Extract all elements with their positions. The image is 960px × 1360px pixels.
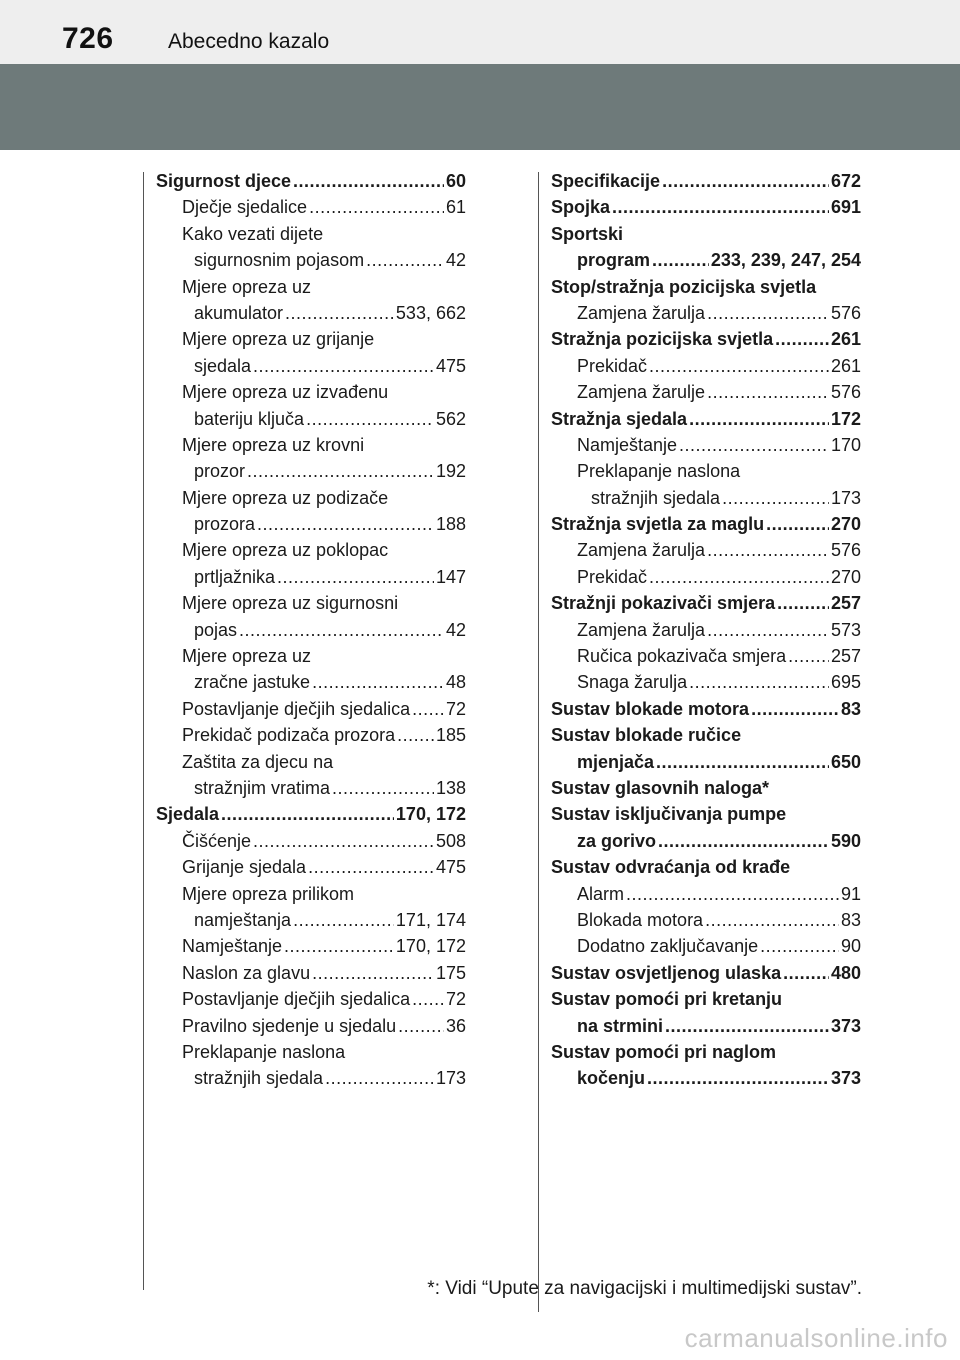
index-page-ref: 475 [435,355,466,376]
index-page-ref: 192 [435,461,466,482]
dot-leader [652,247,709,273]
index-term: Dodatno zaključavanje [577,936,759,957]
dot-leader [766,511,829,537]
index-term: stražnjih sjedala [591,487,721,508]
dot-leader [707,617,829,643]
index-entry [156,432,466,458]
dot-leader [332,775,434,801]
index-page-ref: 475 [435,857,466,878]
index-term: Prekidač podizača prozora [182,725,396,746]
dot-leader [656,749,829,775]
index-entry [156,537,466,563]
dot-leader [665,1013,829,1039]
dot-leader [247,458,434,484]
index-page-ref: 42 [445,250,466,271]
dot-leader [777,590,829,616]
index-term: bateriju ključa [194,408,305,429]
dot-leader [658,828,829,854]
index-term: Blokada motora [577,909,704,930]
dot-leader [312,669,444,695]
index-entry [156,696,466,722]
dot-leader [626,881,839,907]
index-page-ref: 373 [830,1068,861,1089]
index-page-ref: 90 [840,936,861,957]
dot-leader [277,564,434,590]
index-entry [156,986,466,1012]
index-entry [551,775,861,801]
index-entry [156,564,466,590]
index-term: Zamjena žarulja [577,619,706,640]
index-entry [156,801,466,827]
index-term: Postavljanje dječjih sjedalica [182,698,411,719]
index-entry [551,353,861,379]
index-term: program [577,250,651,271]
index-entry [551,194,861,220]
index-term: Sustav odvraćanja od krađe [551,857,791,878]
index-entry [156,458,466,484]
footnote: *: Vidi “Upute za navigacijski i multimedijski sustav”. [427,1278,862,1299]
index-entry [551,669,861,695]
dot-leader [705,907,839,933]
index-entry [551,406,861,432]
index-entry [156,722,466,748]
index-entry [156,511,466,537]
index-term: Sustav pomoći pri kretanju [551,989,783,1010]
dot-leader [707,379,829,405]
index-column-left [156,168,466,1092]
index-entry [551,590,861,616]
dot-leader [257,511,434,537]
header-band [0,64,960,150]
dot-leader [662,168,829,194]
index-page-ref: 48 [445,672,466,693]
index-page-ref: 188 [435,514,466,535]
index-term: Kako vezati dijete [182,223,324,244]
index-entry [156,221,466,247]
dot-leader [412,986,444,1012]
index-entry [156,960,466,986]
dot-leader [239,617,444,643]
index-term: za gorivo [577,830,657,851]
index-entry [551,379,861,405]
index-entry [551,168,861,194]
index-term: prozor [194,461,246,482]
dot-leader [309,194,444,220]
index-term: akumulator [194,302,284,323]
index-term: Zamjena žarulja [577,302,706,323]
index-page-ref: 261 [830,355,861,376]
index-entry [156,669,466,695]
index-term: Mjere opreza uz [182,646,312,667]
index-term: Sustav blokade motora [551,698,750,719]
index-entry [156,274,466,300]
index-term: Stražnja svjetla za maglu [551,514,765,535]
index-page-ref: 576 [830,540,861,561]
index-page-ref: 233, 239, 247, 254 [710,250,861,271]
index-page-ref: 562 [435,408,466,429]
index-entry [551,274,861,300]
index-page-ref: 42 [445,619,466,640]
dot-leader [221,801,394,827]
index-page-ref: 61 [445,197,466,218]
index-term: Stražnji pokazivači smjera [551,593,776,614]
index-term: Pravilno sjedenje u sjedalu [182,1015,397,1036]
index-page-ref: 590 [830,830,861,851]
dot-leader [253,828,434,854]
index-page-ref: 170, 172 [395,936,466,957]
index-entry [551,933,861,959]
index-term: Alarm [577,883,625,904]
index-term: Prekidač [577,566,648,587]
index-entry [551,696,861,722]
index-page-ref: 270 [830,514,861,535]
index-column-right [551,168,861,1092]
dot-leader [649,353,829,379]
dot-leader [760,933,839,959]
index-entry [156,617,466,643]
index-page-ref: 83 [840,909,861,930]
index-term: sjedala [194,355,252,376]
index-page-ref: 175 [435,962,466,983]
index-entry [551,617,861,643]
index-entry [156,1065,466,1091]
index-term: Mjere opreza uz izvađenu [182,382,389,403]
index-term: Sustav osvjetljenog ulaska [551,962,782,983]
index-page-ref: 147 [435,566,466,587]
index-term: Ručica pokazivača smjera [577,646,787,667]
index-entry [156,749,466,775]
index-entry [551,749,861,775]
index-entry [156,907,466,933]
dot-leader [679,432,829,458]
dot-leader [783,960,829,986]
watermark: carmanualsonline.info [684,1323,948,1353]
dot-leader [412,696,444,722]
dot-leader [312,960,434,986]
index-page-ref: 576 [830,302,861,323]
dot-leader [285,300,394,326]
index-entry [156,379,466,405]
index-entry [156,300,466,326]
page-number: 726 [62,22,114,55]
index-page-ref: 576 [830,382,861,403]
index-entry [156,643,466,669]
dot-leader [253,353,434,379]
index-page-ref: 533, 662 [395,302,466,323]
index-term: Sustav pomoći pri naglom [551,1041,777,1062]
index-entry [156,1013,466,1039]
index-page-ref: 270 [830,566,861,587]
index-entry [551,828,861,854]
index-page-ref: 171, 174 [395,909,466,930]
dot-leader [649,564,829,590]
header-bar [0,0,960,64]
index-page-ref: 72 [445,989,466,1010]
dot-leader [689,669,829,695]
index-term: Sustav glasovnih naloga* [551,777,770,798]
index-entry [551,247,861,273]
index-term: mjenjača [577,751,655,772]
index-term: Stražnja pozicijska svjetla [551,329,774,350]
index-page-ref: 573 [830,619,861,640]
index-term: Sportski [551,223,624,244]
index-entry [551,1013,861,1039]
index-entry [551,326,861,352]
index-entry [551,1039,861,1065]
index-term: Sigurnost djece [156,171,292,191]
index-page-ref: 172 [830,408,861,429]
index-term: Prekidač [577,355,648,376]
index-entry [551,881,861,907]
index-page-ref: 185 [435,725,466,746]
dot-leader [751,696,839,722]
dot-leader [612,194,829,220]
dot-leader [397,722,434,748]
index-term: prtljažnika [194,566,276,587]
dot-leader [647,1065,829,1091]
index-entry [156,353,466,379]
index-term: Sjedala [156,804,220,825]
dot-leader [293,907,394,933]
dot-leader [707,300,829,326]
index-page-ref: 36 [445,1015,466,1036]
index-entry [551,643,861,669]
dot-leader [775,326,829,352]
left-column-rule [143,172,144,1290]
index-term: Mjere opreza uz [182,276,312,297]
index-term: sigurnosnim pojasom [194,250,365,271]
index-entry [551,300,861,326]
index-entry [156,1039,466,1065]
index-entry [156,485,466,511]
index-term: Mjere opreza uz krovni [182,434,365,455]
index-term: Postavljanje dječjih sjedalica [182,989,411,1010]
index-term: na strmini [577,1015,664,1036]
index-entry [551,1065,861,1091]
index-entry [551,432,861,458]
index-page-ref: 257 [830,646,861,667]
index-term: Mjere opreza uz grijanje [182,329,375,350]
index-entry [551,960,861,986]
index-page-ref: 508 [435,830,466,851]
dot-leader [293,168,444,194]
index-term: Grijanje sjedala [182,857,307,878]
index-term: Sustav blokade ručice [551,725,742,746]
dot-leader [707,537,829,563]
index-term: kočenju [577,1068,646,1089]
index-term: Zamjena žarulja [577,540,706,561]
index-term: Preklapanje naslona [577,461,741,482]
index-term: Namještanje [182,936,283,957]
index-term: namještanja [194,909,292,930]
index-page-ref: 170, 172 [395,804,466,825]
index-term: Snaga žarulja [577,672,688,693]
index-term: stražnjih sjedala [194,1068,324,1089]
index-page-ref: 373 [830,1015,861,1036]
dot-leader [366,247,444,273]
dot-leader [284,933,394,959]
index-entry [551,986,861,1012]
index-term: zračne jastuke [194,672,311,693]
index-page-ref: 170 [830,434,861,455]
index-entry [551,907,861,933]
index-term: Naslon za glavu [182,962,311,983]
index-term: Zaštita za djecu na [182,751,334,772]
index-term: Specifikacije [551,171,661,191]
index-page-ref: 138 [435,777,466,798]
index-term: Čišćenje [182,830,252,851]
index-page-ref: 650 [830,751,861,772]
index-page-ref: 83 [840,698,861,719]
index-page-ref: 91 [840,883,861,904]
index-page-ref: 695 [830,672,861,693]
page-title: Abecedno kazalo [168,30,330,53]
index-term: stražnjim vratima [194,777,331,798]
index-entry [156,194,466,220]
index-term: Mjere opreza uz sigurnosni [182,593,399,614]
index-term: Zamjena žarulje [577,382,706,403]
index-term: Mjere opreza uz podizače [182,487,389,508]
index-page-ref: 261 [830,329,861,350]
index-entry [156,854,466,880]
index-term: Stražnja sjedala [551,408,688,429]
index-term: prozora [194,514,256,535]
center-column-rule [538,172,539,1312]
index-entry [156,247,466,273]
index-entry [156,933,466,959]
dot-leader [398,1013,444,1039]
index-term: Namještanje [577,434,678,455]
index-term: Mjere opreza prilikom [182,883,355,904]
index-term: Spojka [551,197,611,218]
dot-leader [306,406,434,432]
index-term: Preklapanje naslona [182,1041,346,1062]
index-page-ref: 173 [435,1068,466,1089]
index-entry [551,458,861,484]
index-page-ref: 60 [445,171,466,191]
index-term: Stop/stražnja pozicijska svjetla [551,276,817,297]
index-entry [551,511,861,537]
dot-leader [722,485,829,511]
index-entry [551,854,861,880]
index-entry [551,537,861,563]
index-entry [551,564,861,590]
index-term: pojas [194,619,238,640]
index-term: Dječje sjedalice [182,197,308,218]
index-entry [156,775,466,801]
index-entry [156,881,466,907]
dot-leader [689,406,829,432]
index-page-ref: 173 [830,487,861,508]
index-page-ref: 480 [830,962,861,983]
index-page-ref: 72 [445,698,466,719]
index-entry [551,801,861,827]
index-entry [551,722,861,748]
index-entry [156,828,466,854]
index-term: Mjere opreza uz poklopac [182,540,389,561]
dot-leader [325,1065,434,1091]
index-entry [156,326,466,352]
index-page-ref: 672 [830,171,861,191]
index-page-ref: 691 [830,197,861,218]
index-entry [551,221,861,247]
index-page-ref: 257 [830,593,861,614]
dot-leader [788,643,829,669]
index-entry [156,168,466,194]
index-term: Sustav isključivanja pumpe [551,804,787,825]
dot-leader [308,854,434,880]
index-entry [551,485,861,511]
index-entry [156,406,466,432]
index-entry [156,590,466,616]
